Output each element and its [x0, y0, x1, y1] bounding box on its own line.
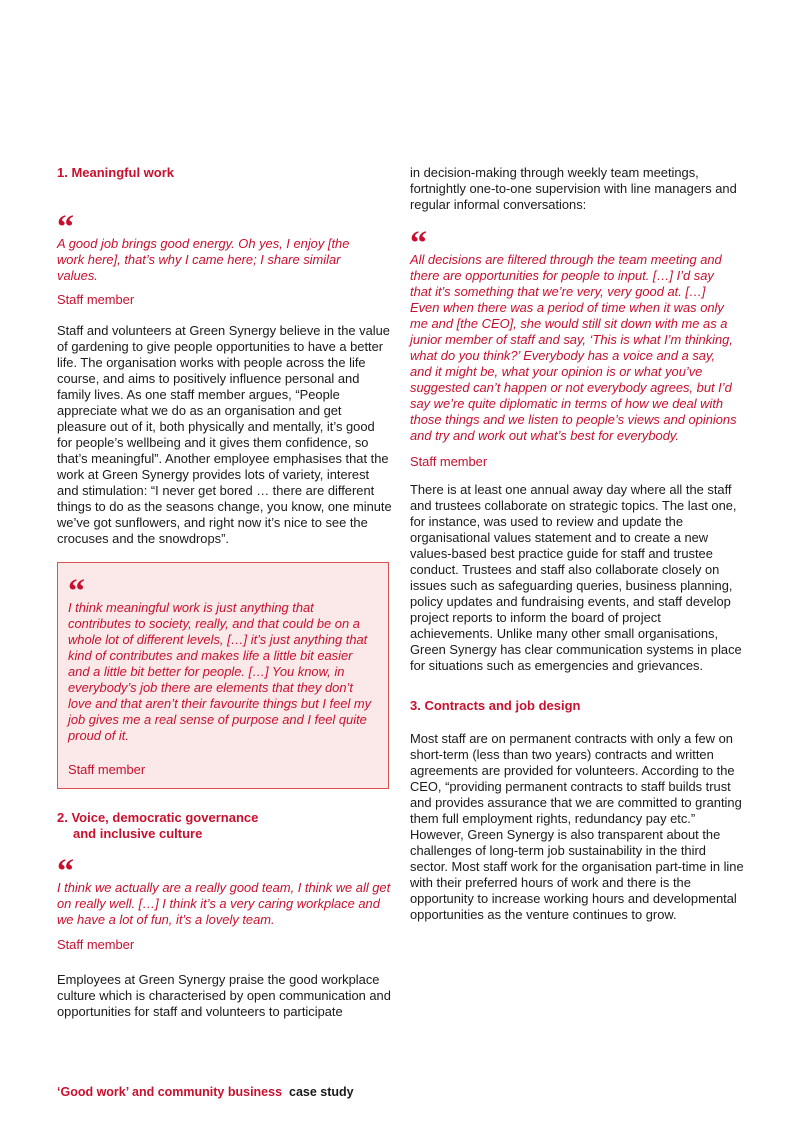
quote-mark-icon: “	[57, 853, 71, 890]
quote-text: All decisions are filtered through the team meeting and there are opportunities for people to input. […] I’d say that it’s something that we’re very, very good at. […] Even when there was a period of time when it was only me and [the CEO], she would still sit down with me as a junior member of staff and say, ‘This is what I’m thinking, what do you think?’ Everybody has a voice and a say, and it might be, what your opinion is or what you’ve suggested can’t happen or not everybody agrees, but I’d say we’re quite diplomatic in terms of how we deal with those things and we listen to people’s views and opinions and try and work out what’s best for everybody.	[410, 252, 737, 443]
quote-attribution: Staff member	[410, 454, 488, 469]
section2-heading: 2. Voice, democratic governance	[57, 810, 259, 825]
section2-body: Employees at Green Synergy praise the good workplace culture which is characterised by open communication and opportunities for staff and volunteers to participate	[57, 972, 391, 1019]
quote-attribution: Staff member	[57, 292, 135, 307]
section1-heading: 1. Meaningful work	[57, 165, 175, 180]
quote-text: I think we actually are a really good team, I think we all get on really well. […] I think it’s a very caring workplace and we have a lot of fun, it’s a lovely team.	[57, 880, 391, 927]
quote-attribution: Staff member	[57, 937, 135, 952]
footer-title: ‘Good work’ and community business	[57, 1085, 283, 1099]
section2-body-continued: in decision-making through weekly team meetings, fortnightly one-to-one supervision with line managers and regular informal conversations:	[410, 165, 737, 212]
quote-mark-icon: “	[68, 573, 82, 610]
section2-heading-line2: and inclusive culture	[73, 826, 203, 841]
quote-mark-icon: “	[57, 209, 71, 246]
section2-body2: There is at least one annual away day where all the staff and trustees collaborate on strategic topics. The last one, for instance, was used to review and update the organisational values statement and to create a new values-based best practice guide for staff and trustee conduct. Trustees and staff also collaborate closely on issues such as safeguarding queries, business planning, policy updates and fundraising events, and staff develop project reports to inform the board of project achievements. Unlike many other small organisations, Green Synergy has clear communication systems in place for situations such as emergencies and grievances.	[410, 482, 742, 673]
footer	[57, 1085, 354, 1099]
quote-text: A good job brings good energy. Oh yes, I enjoy [the work here], that’s why I came here; I share similar values.	[57, 236, 350, 283]
footer-suffix: case study	[289, 1085, 354, 1099]
box-quote-text: I think meaningful work is just anything that contributes to society, really, and that could be on a whole lot of different levels, […] it’s just anything that kind of contributes and makes life a little bit easier and a little bit better for people. […] You know, in everybody’s job there are elements that they don’t love and that aren’t their favourite things but I feel my job gives me a real sense of purpose and I feel quite proud of it.	[68, 600, 372, 743]
section3-body: Most staff are on permanent contracts with only a few on short-term (less than two years) contracts and written agreements are provided for volunteers. According to the CEO, “providing permanent contracts to staff builds trust and provides assurance that we are committed to granting them full employment rights, redundancy pay etc.” However, Green Synergy is also transparent about the challenges of long-term job sustainability in the third sector. Most staff work for the organisation part-time in line with their preferred hours of work and there is the opportunity to increase working hours and developmental opportunities as the venture continues to grow.	[410, 731, 744, 922]
quote-mark-icon: “	[410, 225, 424, 262]
box-quote-attribution: Staff member	[68, 762, 146, 777]
section1-body: Staff and volunteers at Green Synergy believe in the value of gardening to give people opportunities to have a better life. The organisation works with people across the life course, and aims to positively influence personal and family lives. As one staff member argues, “People appreciate what we do as an organisation and get pleasure out of it, both physically and mentally, it’s good for people’s wellbeing and it gives them confidence, so that’s meaningful”. Another employee emphasises that the work at Green Synergy provides lots of variety, interest and stimulation: “I never get bored … there are different things to do as the seasons change, you know, one minute we’ve got sunflowers, and right now it’s nice to see the crocuses and the snowdrops”.	[57, 323, 392, 546]
section3-heading: 3. Contracts and job design	[410, 698, 581, 713]
